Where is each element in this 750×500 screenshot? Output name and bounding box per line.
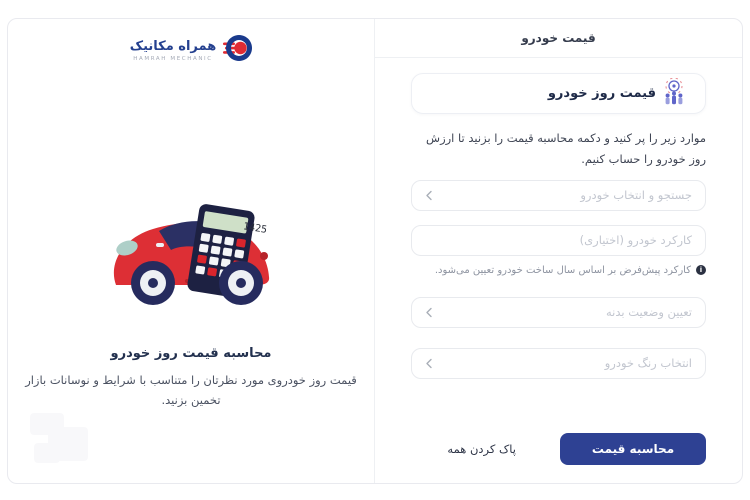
main-card — [7, 18, 743, 484]
form-actions — [411, 433, 706, 465]
brand-panel — [8, 19, 374, 483]
body-condition-field[interactable] — [411, 297, 706, 328]
color-select-placeholder: انتخاب رنگ خودرو — [604, 356, 692, 371]
mileage-field — [411, 225, 706, 256]
mileage-helper-text: کارکرد پیش‌فرض بر اساس سال ساخت خودرو تعیین می‌شود. — [434, 264, 691, 276]
calculate-price-button[interactable]: محاسبه قیمت — [560, 433, 706, 465]
car-calculator-illustration — [101, 193, 281, 309]
clear-all-button[interactable]: پاک کردن همه — [447, 441, 516, 456]
car-select-field[interactable] — [411, 180, 706, 211]
info-icon — [696, 265, 706, 275]
hero-title: محاسبه قیمت روز خودرو — [110, 346, 272, 361]
body-condition-placeholder: تعیین وضعیت بدنه — [606, 305, 692, 320]
price-card-title: قیمت روز خودرو — [547, 86, 656, 101]
hero-subtitle: قیمت روز خودروی مورد نظرتان را متناسب با شرایط و نوسانات بازار تخمین بزنید. — [25, 373, 357, 407]
mileage-helper — [411, 265, 706, 276]
form-instructions: موارد زیر را پر کنید و دکمه محاسبه قیمت را بزنید تا ارزش روز خودرو را حساب کنیم. — [426, 131, 706, 167]
form-panel — [374, 19, 742, 483]
brand-name-fa: همراه مکانیک — [129, 38, 217, 54]
form-body — [375, 58, 742, 483]
brand-logo[interactable] — [130, 33, 252, 67]
brand-name-en: HAMRAH MECHANIC — [133, 55, 213, 62]
brand-logo-mark-icon — [222, 33, 252, 67]
chevron-left-icon — [425, 354, 433, 373]
chevron-left-icon — [425, 303, 433, 322]
background-watermark — [30, 407, 90, 467]
chevron-left-icon — [425, 186, 433, 205]
price-title-card — [411, 73, 706, 114]
svg-text:1425: 1425 — [242, 221, 268, 236]
price-badge-icon — [663, 78, 685, 109]
mileage-input[interactable] — [425, 233, 692, 247]
brand-logo-names — [130, 39, 216, 62]
color-select-field[interactable] — [411, 348, 706, 379]
page-title: قیمت خودرو — [375, 19, 742, 58]
car-select-placeholder: جستجو و انتخاب خودرو — [580, 188, 692, 203]
